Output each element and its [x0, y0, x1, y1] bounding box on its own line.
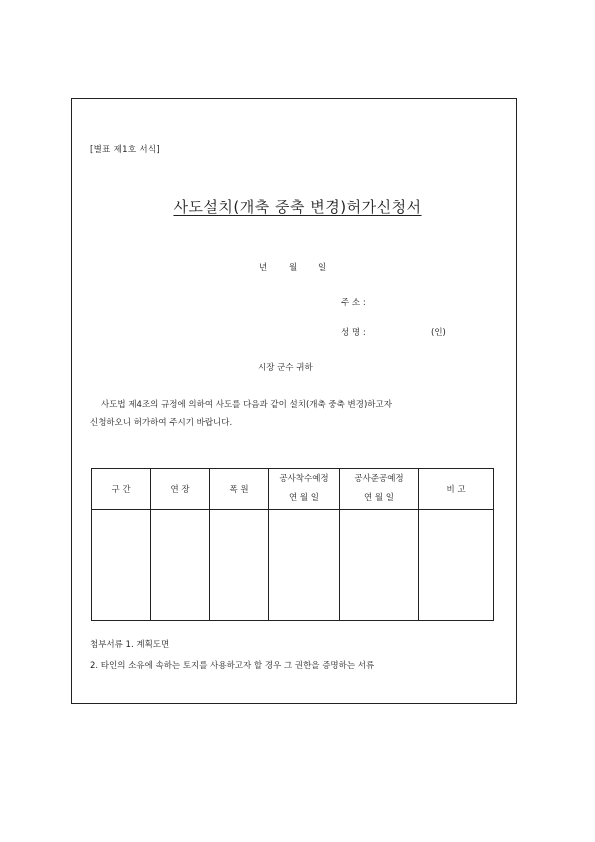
attachment-line-1: 첨부서류 1. 계획도면 [90, 640, 170, 650]
body-text-line-2: 신청하오니 허가하여 주시기 바랍니다. [90, 418, 233, 428]
cell-completion-date[interactable] [340, 510, 419, 621]
recipient: 시장 군수 귀하 [258, 363, 313, 373]
header-section: 구 간 [92, 469, 151, 510]
road-info-table [91, 468, 494, 621]
document-title: 사도설치(개축 중축 변경)허가신청서 [173, 198, 422, 216]
cell-section[interactable] [92, 510, 151, 621]
header-remarks: 비 고 [419, 469, 494, 510]
header-completion-date: 공사준공예정 연 월 일 [340, 469, 419, 510]
cell-length[interactable] [151, 510, 210, 621]
name-label: 성 명 : [341, 328, 366, 338]
form-label: [별표 제1호 서식] [90, 145, 161, 155]
table-row [92, 510, 494, 621]
attachment-line-2: 2. 타인의 소유에 속하는 토지를 사용하고자 할 경우 그 권한을 증명하는 서류 [90, 661, 375, 671]
cell-width[interactable] [210, 510, 269, 621]
body-text-line-1: 사도법 제4조의 규정에 의하여 사도를 다음과 같이 설치(개축 중축 변경)하고자 [101, 400, 392, 410]
header-length: 연 장 [151, 469, 210, 510]
header-width: 폭 원 [210, 469, 269, 510]
date-month-label: 월 [289, 263, 298, 273]
date-day-label: 일 [318, 263, 327, 273]
table-header-row [92, 469, 494, 510]
cell-remarks[interactable] [419, 510, 494, 621]
date-year-label: 년 [259, 263, 268, 273]
header-start-date: 공사착수예정 연 월 일 [269, 469, 340, 510]
cell-start-date[interactable] [269, 510, 340, 621]
address-label: 주 소 : [341, 298, 366, 308]
seal-mark: (인) [431, 328, 446, 338]
